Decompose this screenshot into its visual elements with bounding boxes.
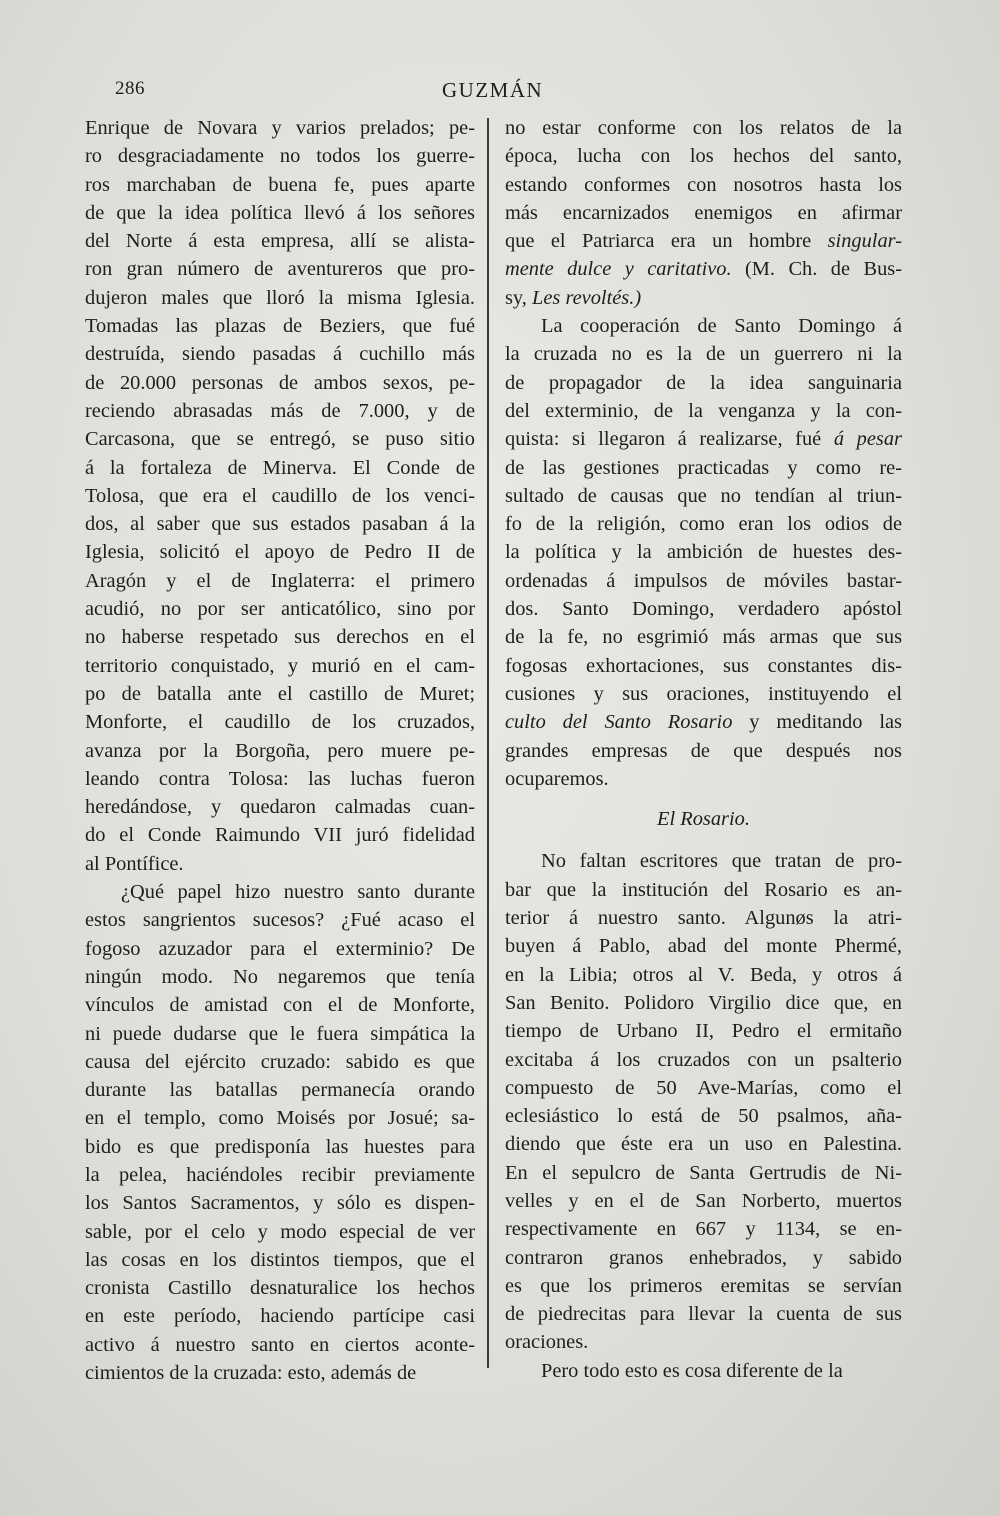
text-line: no haberse respetado sus derechos en el bbox=[85, 626, 475, 649]
text-line: Aragón y el de Inglaterra: el primero bbox=[85, 569, 475, 592]
paragraph-continuation bbox=[505, 114, 902, 312]
text-line: ¿Qué papel hizo nuestro santo durante bbox=[121, 881, 475, 904]
text-line bbox=[505, 708, 902, 736]
paragraph-rosario bbox=[505, 847, 902, 1356]
text-line: La cooperación de Santo Domingo á bbox=[541, 315, 902, 338]
text-line: no estar conforme con los relatos de la bbox=[505, 117, 902, 139]
text-segment: y meditando las bbox=[732, 711, 902, 734]
text-line: bido es que predisponía las huestes para bbox=[85, 1135, 475, 1158]
text-line: avanza por la Borgoña, pero muere pe- bbox=[85, 739, 475, 762]
text-line: al Pontífice. bbox=[85, 852, 184, 875]
text-line: la pelea, haciéndoles recibir previamente bbox=[85, 1163, 475, 1186]
text-line: respectivamente en 667 y 1134, se en- bbox=[505, 1218, 902, 1241]
text-line: estando conformes con nosotros hasta los bbox=[505, 173, 902, 196]
text-line bbox=[505, 227, 902, 255]
text-line: durante las batallas permanecía orando bbox=[85, 1079, 475, 1102]
text-line: do el Conde Raimundo VII juró fidelidad bbox=[85, 824, 475, 847]
text-line: tiempo de Urbano II, Pedro el ermitaño bbox=[505, 1020, 902, 1043]
text-line: ocuparemos. bbox=[505, 767, 609, 790]
text-line: de las gestiones practicadas y como re- bbox=[505, 456, 902, 479]
text-line bbox=[505, 425, 902, 453]
page-number: 286 bbox=[115, 78, 145, 99]
text-line: la política y la ambición de huestes des- bbox=[505, 541, 902, 564]
text-line: terior á nuestro santo. Algunøs la atri- bbox=[505, 907, 902, 930]
text-line: las cosas en los distintos tiempos, que el bbox=[85, 1248, 475, 1271]
text-segment: (M. Ch. de Bus- bbox=[731, 258, 902, 281]
text-line: Monforte, el caudillo de los cruzados, bbox=[85, 711, 475, 734]
text-line: acudió, no por ser anticatólico, sino por bbox=[85, 598, 475, 621]
paragraph-final bbox=[505, 1357, 902, 1385]
text-line: heredándose, y quedaron calmadas cuan- bbox=[85, 796, 475, 819]
text-line: ro desgraciadamente no todos los guerre- bbox=[85, 145, 475, 168]
text-line: po de batalla ante el castillo de Muret; bbox=[85, 682, 475, 705]
text-line: sultado de causas que no tendían al triun- bbox=[505, 484, 902, 507]
right-column bbox=[505, 114, 902, 1385]
text-line: más encarnizados enemigos en afirmar bbox=[505, 201, 902, 224]
text-segment: que el Patriarca era un hombre bbox=[505, 230, 828, 253]
text-line: contraron granos enhebrados, y sabido bbox=[505, 1246, 902, 1269]
text-line: Iglesia, solicitó el apoyo de Pedro II de bbox=[85, 541, 475, 564]
text-line: los Santos Sacramentos, y sólo es dispen- bbox=[85, 1192, 475, 1215]
running-title: GUZMÁN bbox=[442, 78, 544, 102]
text-line: cimientos de la cruzada: esto, además de bbox=[85, 1362, 417, 1385]
text-line: grandes empresas de que después nos bbox=[505, 739, 902, 762]
text-line: diendo que éste era un uso en Palestina. bbox=[505, 1133, 902, 1156]
text-line: causa del ejército cruzado: sabido es que bbox=[85, 1050, 475, 1073]
text-line: vínculos de amistad con el de Monforte, bbox=[85, 994, 475, 1017]
text-line: buyen á Pablo, abad del monte Phermé, bbox=[505, 935, 902, 958]
text-line: territorio conquistado, y murió en el cam- bbox=[85, 654, 475, 677]
left-column bbox=[85, 114, 475, 1387]
text-segment: sy, bbox=[505, 286, 533, 309]
text-line: en el templo, como Moisés por Josué; sa- bbox=[85, 1107, 475, 1130]
italic-segment: mente dulce y caritativo. bbox=[505, 258, 732, 281]
text-line: San Benito. Polidoro Virgilio dice que, en bbox=[505, 991, 902, 1014]
text-line: ron gran número de aventureros que pro- bbox=[85, 258, 475, 281]
text-line bbox=[505, 255, 902, 283]
text-line: en este período, haciendo partícipe casi bbox=[85, 1305, 475, 1328]
text-line: cronista Castillo desnaturalice los hechos bbox=[85, 1277, 475, 1300]
text-line: excitaba á los cruzados con un psalterio bbox=[505, 1048, 902, 1071]
text-line: Tomadas las plazas de Beziers, que fué bbox=[85, 315, 475, 338]
text-line: la cruzada no es la de un guerrero ni la bbox=[505, 343, 902, 366]
right-column-rest bbox=[505, 847, 902, 1385]
text-line: oraciones. bbox=[505, 1331, 589, 1354]
text-line: ni puede dudarse que le fuera simpática la bbox=[85, 1022, 475, 1045]
paragraph bbox=[85, 878, 475, 1387]
text-line: activo á nuestro santo en ciertos aconte- bbox=[85, 1333, 475, 1356]
text-line: compuesto de 50 Ave-Marías, como el bbox=[505, 1076, 902, 1099]
text-line: fogoso azuzador para el exterminio? De bbox=[85, 937, 475, 960]
text-line: ningún modo. No negaremos que tenía bbox=[85, 965, 475, 988]
text-line: en la Libia; otros al V. Beda, y otros á bbox=[505, 963, 902, 986]
text-line: dos. Santo Domingo, verdadero apóstol bbox=[505, 598, 902, 621]
text-line bbox=[505, 284, 902, 312]
text-line: reciendo abrasadas más de 7.000, y de bbox=[85, 399, 475, 422]
text-line: del Norte á esta empresa, allí se alista- bbox=[85, 230, 475, 253]
section-heading: El Rosario. bbox=[657, 808, 750, 831]
text-line: destruída, siendo pasadas á cuchillo más bbox=[85, 343, 475, 366]
text-line: No faltan escritores que tratan de pro- bbox=[541, 850, 902, 873]
text-line: estos sangrientos sucesos? ¿Fué acaso el bbox=[85, 909, 475, 932]
text-line: dos, al saber que sus estados pasaban á la bbox=[85, 513, 475, 536]
paragraph bbox=[85, 114, 475, 878]
text-line: á la fortaleza de Minerva. El Conde de bbox=[85, 456, 475, 479]
text-line: ordenadas á impulsos de móviles bastar- bbox=[505, 569, 902, 592]
italic-segment: á pesar bbox=[833, 428, 902, 451]
text-line: época, lucha con los hechos del santo, bbox=[505, 145, 902, 168]
italic-segment: singular- bbox=[827, 230, 902, 253]
text-line: sable, por el celo y modo especial de ver bbox=[85, 1220, 475, 1243]
text-line: de que la idea política llevó á los señores bbox=[85, 201, 475, 224]
text-line: leando contra Tolosa: las luchas fueron bbox=[85, 767, 475, 790]
text-line: ros marchaban de buena fe, pues aparte bbox=[85, 173, 475, 196]
column-divider bbox=[487, 118, 489, 1368]
text-line: En el sepulcro de Santa Gertrudis de Ni- bbox=[505, 1161, 902, 1184]
paragraph-cooperacion bbox=[505, 312, 902, 793]
italic-segment: Les revoltés.) bbox=[532, 286, 642, 309]
text-line: de piedrecitas para llevar la cuenta de sus bbox=[505, 1303, 902, 1326]
italic-segment: culto del Santo Rosario bbox=[505, 711, 733, 734]
text-segment: quista: si llegaron á realizarse, fué bbox=[505, 428, 834, 451]
text-line: de 20.000 personas de ambos sexos, pe- bbox=[85, 371, 475, 394]
text-line: dujeron males que lloró la misma Iglesia. bbox=[85, 286, 475, 309]
text-line: de la fe, no esgrimió más armas que sus bbox=[505, 626, 902, 649]
page-header bbox=[80, 78, 920, 108]
text-line: Pero todo esto es cosa diferente de la bbox=[541, 1359, 843, 1382]
text-line: fo de la religión, como eran los odios de bbox=[505, 513, 902, 536]
text-line: bar que la institución del Rosario es an- bbox=[505, 878, 902, 901]
text-line: Carcasona, que se entregó, se puso sitio bbox=[85, 428, 475, 451]
text-line: de propagador de la idea sanguinaria bbox=[505, 371, 902, 394]
text-line: Enrique de Novara y varios prelados; pe- bbox=[85, 117, 475, 139]
text-line: del exterminio, de la venganza y la con- bbox=[505, 399, 902, 422]
text-line: eclesiástico lo está de 50 psalmos, aña- bbox=[505, 1105, 902, 1128]
text-line: Tolosa, que era el caudillo de los venci- bbox=[85, 484, 475, 507]
text-line: es que los primeros eremitas se servían bbox=[505, 1274, 902, 1297]
text-line: fogosas exhortaciones, sus constantes dis- bbox=[505, 654, 902, 677]
text-line: cusiones y sus oraciones, instituyendo el bbox=[505, 682, 902, 705]
text-line: velles y en el de San Norberto, muertos bbox=[505, 1189, 902, 1212]
